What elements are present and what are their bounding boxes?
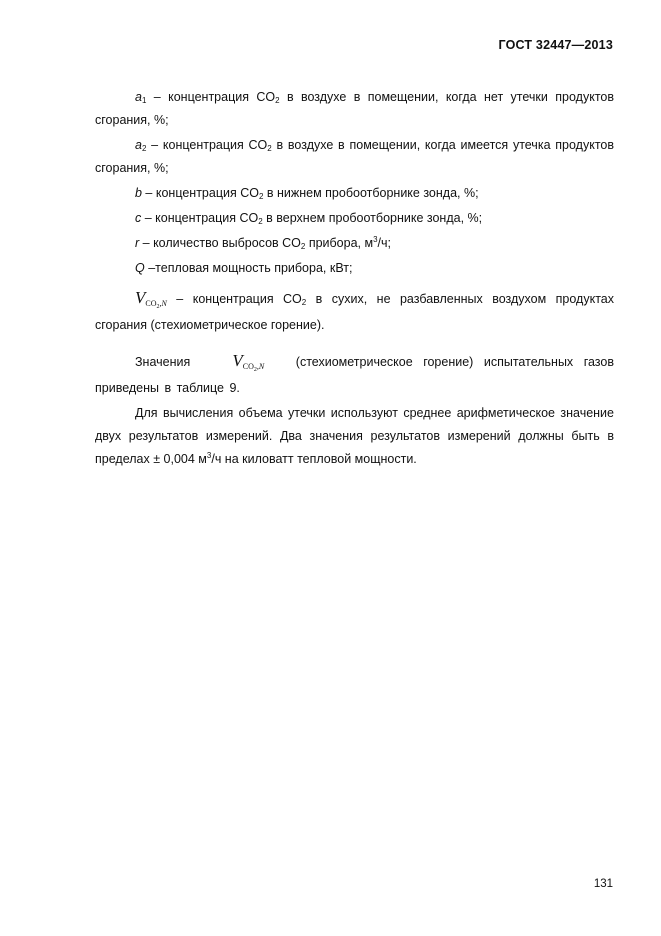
definition-r: r – количество выбросов $CO_2$ прибора, $м^3/ч$; (135, 235, 391, 251)
definition-b: b – концентрация $CO_2$ в нижнем пробоотборнике зонда, %; (135, 186, 479, 201)
values-paragraph: Значения $VCO_2,N$ (стехиометрическое горение) испытательных газов приведены в таблице 9. (95, 351, 614, 395)
final-paragraph: Для вычисления объема утечки используют среднее арифметическое значение двух результатов измерений. Два значения результатов измерений должны быть в пределах ± 0,004 $м^3/ч$ на киловатт тепловой мощности. (95, 406, 614, 466)
definition-a2: $a_2$ – концентрация $CO_2$ в воздухе в помещении, когда имеется утечка продуктов сгорания, %; (95, 138, 615, 175)
document-header: ГОСТ 32447—2013 (498, 38, 613, 52)
definition-a1: $a_1$ – концентрация $CO_2$ в воздухе в помещении, когда нет утечки продуктов сгорания, %; (95, 90, 614, 127)
page-number: 131 (593, 878, 613, 890)
formula-v-co2-n: $VCO_2,N$ (135, 288, 167, 310)
formula-v-co2-n-inline: $VCO_2,N$ (232, 351, 265, 373)
definition-v: $VCO_2,N$ – концентрация $CO_2$ в сухих, не разбавленных воздухом продуктах сгорания (стехиометрическое горение). (95, 288, 614, 332)
definition-q: Q –тепловая мощность прибора, кВт; (135, 261, 353, 275)
document-body (95, 86, 614, 471)
definition-c: c – концентрация $CO_2$ в верхнем пробоотборнике зонда, %; (135, 211, 483, 226)
